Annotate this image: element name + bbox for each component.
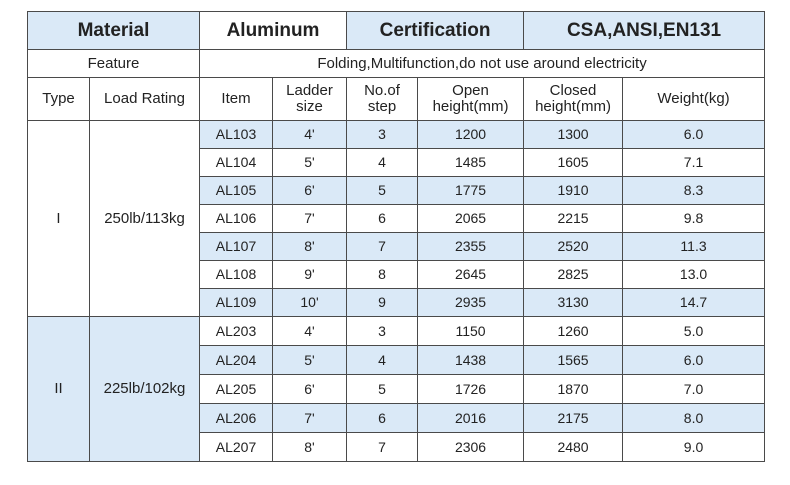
weight-cell: 11.3: [623, 233, 765, 261]
col-open-height-header: [418, 78, 524, 121]
ladder-size-cell: 8': [273, 433, 347, 462]
steps-cell: 3: [347, 121, 418, 149]
steps-cell: 6: [347, 404, 418, 433]
steps-cell: 7: [347, 433, 418, 462]
item-cell: AL105: [200, 177, 273, 205]
feature-row: [28, 50, 765, 78]
table-row: [28, 317, 765, 346]
col-item-header: Item: [200, 78, 273, 121]
steps-cell: 4: [347, 346, 418, 375]
col-ladder-size-line2: size: [296, 98, 323, 115]
closed-height-cell: 2480: [524, 433, 623, 462]
closed-height-cell: 1910: [524, 177, 623, 205]
steps-cell: 4: [347, 149, 418, 177]
col-open-height-line2: height(mm): [432, 98, 509, 115]
open-height-cell: 2065: [418, 205, 524, 233]
open-height-cell: 2645: [418, 261, 524, 289]
open-height-cell: 2355: [418, 233, 524, 261]
closed-height-cell: 1260: [524, 317, 623, 346]
weight-cell: 5.0: [623, 317, 765, 346]
steps-cell: 6: [347, 205, 418, 233]
open-height-cell: 1775: [418, 177, 524, 205]
item-cell: AL204: [200, 346, 273, 375]
col-steps-line1: No.of: [364, 82, 400, 100]
steps-cell: 8: [347, 261, 418, 289]
col-load-rating-header: Load Rating: [90, 78, 200, 121]
closed-height-cell: 2520: [524, 233, 623, 261]
ladder-size-cell: 6': [273, 177, 347, 205]
closed-height-cell: 2175: [524, 404, 623, 433]
col-type-header: Type: [28, 78, 90, 121]
weight-cell: 14.7: [623, 289, 765, 317]
item-cell: AL207: [200, 433, 273, 462]
col-closed-height-line2: height(mm): [535, 98, 611, 115]
type-cell: I: [28, 121, 90, 317]
col-closed-height-line1: Closed: [549, 82, 597, 100]
closed-height-cell: 1300: [524, 121, 623, 149]
open-height-cell: 2306: [418, 433, 524, 462]
steps-cell: 9: [347, 289, 418, 317]
item-cell: AL206: [200, 404, 273, 433]
col-steps-line2: step: [367, 98, 397, 115]
open-height-cell: 1726: [418, 375, 524, 404]
certification-label: Certification: [347, 12, 524, 50]
open-height-cell: 1485: [418, 149, 524, 177]
weight-cell: 7.0: [623, 375, 765, 404]
ladder-size-cell: 6': [273, 375, 347, 404]
type-cell: II: [28, 317, 90, 462]
steps-cell: 3: [347, 317, 418, 346]
weight-cell: 6.0: [623, 346, 765, 375]
ladder-size-cell: 7': [273, 205, 347, 233]
item-cell: AL104: [200, 149, 273, 177]
col-steps-header: [347, 78, 418, 121]
weight-cell: 9.8: [623, 205, 765, 233]
ladder-size-cell: 4': [273, 317, 347, 346]
ladder-size-cell: 9': [273, 261, 347, 289]
item-cell: AL103: [200, 121, 273, 149]
weight-cell: 9.0: [623, 433, 765, 462]
open-height-cell: 1438: [418, 346, 524, 375]
feature-label: Feature: [28, 50, 200, 78]
steps-cell: 5: [347, 375, 418, 404]
load-rating-cell: 225lb/102kg: [90, 317, 200, 462]
certification-value: CSA,ANSI,EN131: [524, 12, 765, 50]
ladder-size-cell: 10': [273, 289, 347, 317]
weight-cell: 13.0: [623, 261, 765, 289]
weight-cell: 7.1: [623, 149, 765, 177]
open-height-cell: 1200: [418, 121, 524, 149]
col-weight-header: Weight(kg): [623, 78, 765, 121]
material-label: Material: [28, 12, 200, 50]
item-cell: AL107: [200, 233, 273, 261]
closed-height-cell: 1565: [524, 346, 623, 375]
material-value: Aluminum: [200, 12, 347, 50]
item-cell: AL106: [200, 205, 273, 233]
ladder-size-cell: 5': [273, 149, 347, 177]
steps-cell: 7: [347, 233, 418, 261]
col-ladder-size-line1: Ladder: [286, 82, 333, 100]
header-row: [28, 12, 765, 50]
ladder-size-cell: 7': [273, 404, 347, 433]
open-height-cell: 2016: [418, 404, 524, 433]
table-row: [28, 121, 765, 149]
item-cell: AL203: [200, 317, 273, 346]
col-closed-height-header: [524, 78, 623, 121]
open-height-cell: 1150: [418, 317, 524, 346]
ladder-size-cell: 4': [273, 121, 347, 149]
item-cell: AL108: [200, 261, 273, 289]
ladder-size-cell: 5': [273, 346, 347, 375]
col-ladder-size-header: [273, 78, 347, 121]
closed-height-cell: 1605: [524, 149, 623, 177]
closed-height-cell: 1870: [524, 375, 623, 404]
open-height-cell: 2935: [418, 289, 524, 317]
weight-cell: 8.3: [623, 177, 765, 205]
ladder-spec-table: [27, 11, 765, 462]
feature-value: Folding,Multifunction,do not use around electricity: [200, 50, 765, 78]
item-cell: AL205: [200, 375, 273, 404]
weight-cell: 6.0: [623, 121, 765, 149]
load-rating-cell: 250lb/113kg: [90, 121, 200, 317]
item-cell: AL109: [200, 289, 273, 317]
steps-cell: 5: [347, 177, 418, 205]
ladder-size-cell: 8': [273, 233, 347, 261]
weight-cell: 8.0: [623, 404, 765, 433]
closed-height-cell: 2215: [524, 205, 623, 233]
column-header-row: [28, 78, 765, 121]
closed-height-cell: 2825: [524, 261, 623, 289]
col-open-height-line1: Open: [452, 82, 489, 100]
closed-height-cell: 3130: [524, 289, 623, 317]
